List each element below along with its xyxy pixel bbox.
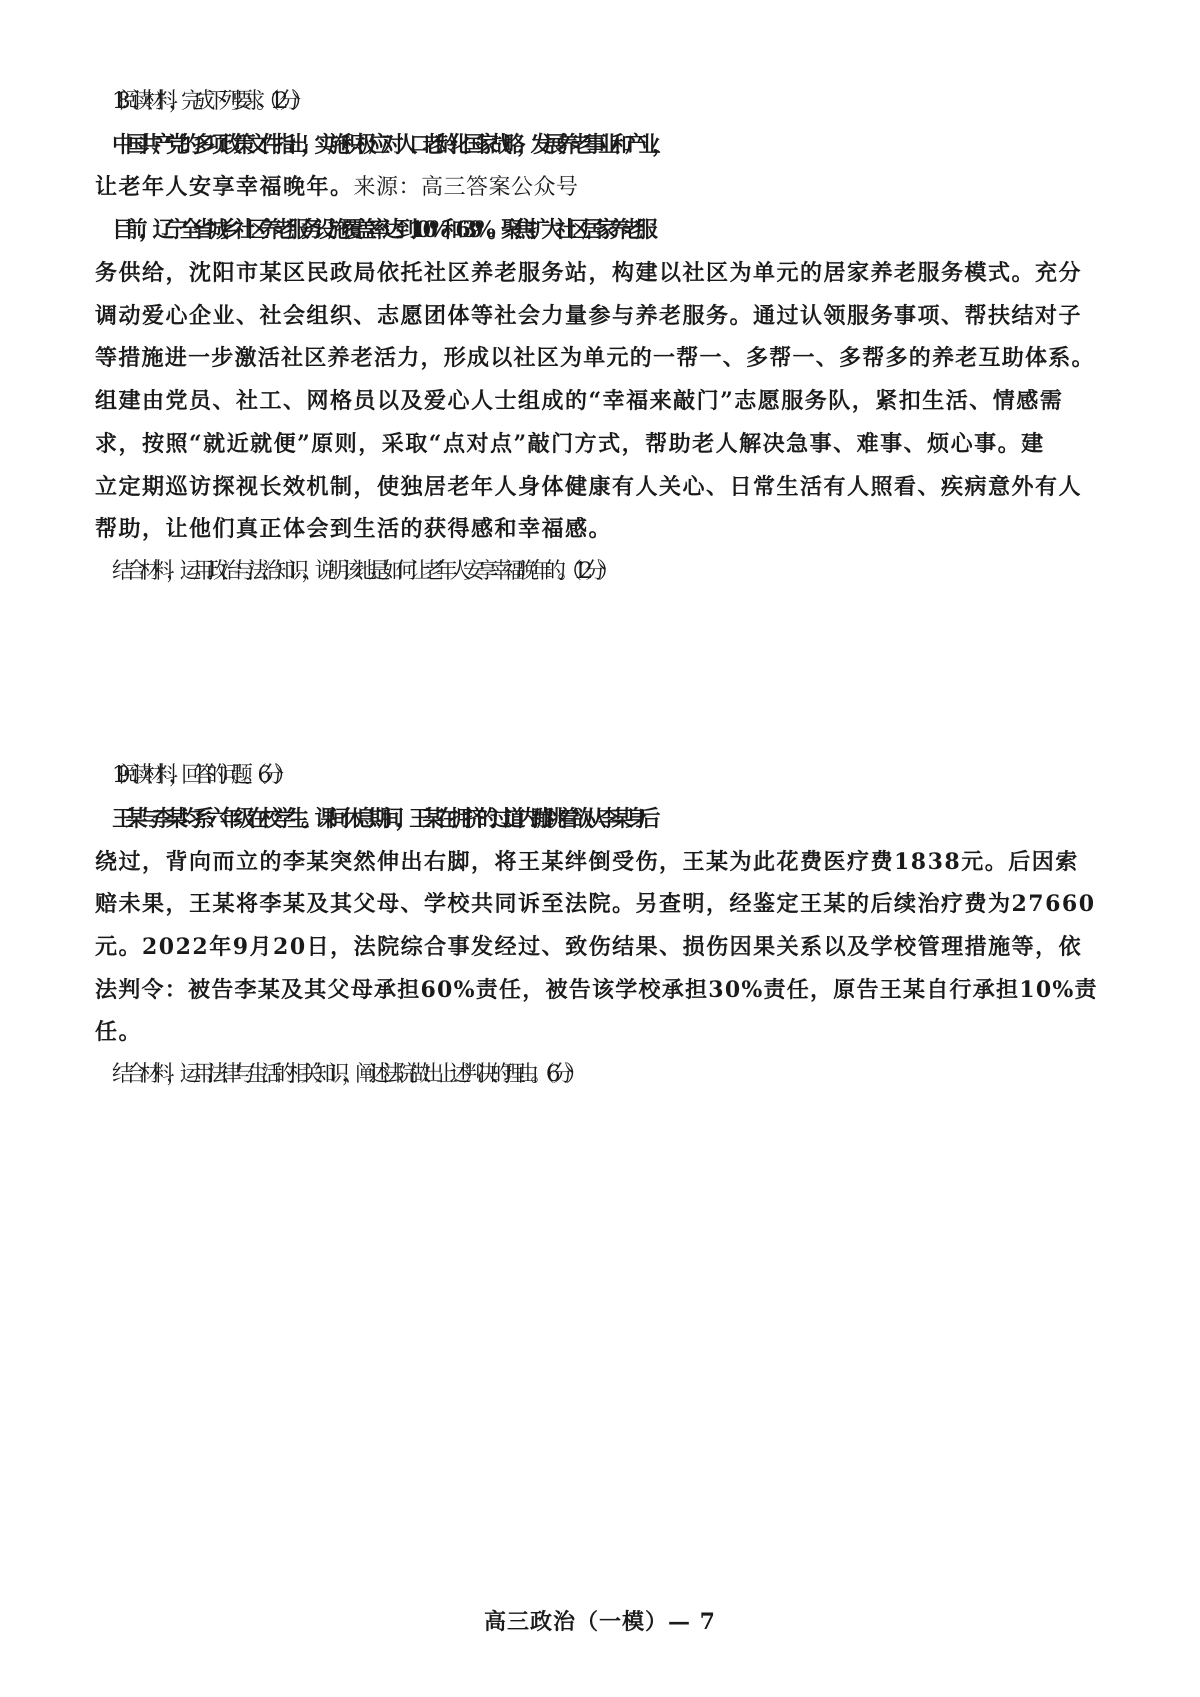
- q18-body-line: 等措施进一步激活社区养老活力，形成以社区为单元的一帮一、多帮一、多帮多的养老互助体系。: [95, 345, 1095, 371]
- q18-intro-line-2: [95, 172, 1105, 203]
- q18-body-line: 立定期巡访探视长效机制，使独居老年人身体健康有人关心、日常生活有人照看、疾病意外有人: [95, 474, 1083, 500]
- q19-question: 结合材料，运用法律与生活的相关知识，阐述法院做出上述判决的理由。（6分）: [112, 1062, 579, 1087]
- q18-body-line: 调动爱心企业、社会组织、志愿团体等社会力量参与养老服务。通过认领服务事项、帮扶结对子: [95, 303, 1083, 329]
- q18-body-line: 目前，辽宁全省城乡社区养老服务设施覆盖率达到100%和63.9%。聚焦扩大社区居家养老服: [112, 217, 650, 243]
- source-note: 来源：高三答案公众号: [353, 175, 579, 200]
- q18-heading: 18.阅读材料，完成下列要求。（12分）: [112, 89, 304, 114]
- q18-question: 结合材料，运用政治与法治知识，说明该地是如何让老年人安享幸福晚年的。（12分）: [112, 559, 612, 584]
- q19-heading: 19.阅读材料，回答的问题。（6分）: [112, 763, 287, 788]
- q19-body-line: 王某与李某均系六年级在校学生。课间休息期间，王某在拥挤的过道内蹦跳着欲从李某身后: [112, 806, 653, 832]
- q19-body-line: 元。2022年9月20日，法院综合事发经过、致伤结果、损伤因果关系以及学校管理措施等，依: [95, 934, 1083, 960]
- page-footer: 高三政治（一模）— 7: [484, 1609, 716, 1635]
- q19-body-line: 任。: [95, 1019, 143, 1045]
- q19-body-line: 赔未果，王某将李某及其父母、学校共同诉至法院。另查明，经鉴定王某的后续治疗费为27660: [95, 891, 1096, 917]
- q18-intro-text: 让老年人安享幸福晚年。: [95, 174, 354, 200]
- q18-body-line: 求，按照“就近就便”原则，采取“点对点”敲门方式，帮助老人解决急事、难事、烦心事。建: [95, 431, 1045, 457]
- q18-body-line: 帮助，让他们真正体会到生活的获得感和幸福感。: [95, 516, 613, 542]
- q18-body-line: 组建由党员、社工、网格员以及爱心人士组成的“幸福来敲门”志愿服务队，紧扣生活、情感需: [95, 388, 1064, 414]
- q18-intro-line-1: 中国共产党的多项政策文件指出，实施积极应对人口老龄化国家战略，发展养老事业和产业，: [112, 132, 666, 158]
- q19-body-line: 绕过，背向而立的李某突然伸出右脚，将王某绊倒受伤，王某为此花费医疗费1838元。后因索: [95, 849, 1079, 875]
- q18-body-line: 务供给，沈阳市某区民政局依托社区养老服务站，构建以社区为单元的居家养老服务模式。充分: [95, 260, 1083, 286]
- q19-body-line: 法判令：被告李某及其父母承担60%责任，被告该学校承担30%责任，原告王某自行承担10%责: [95, 977, 1098, 1003]
